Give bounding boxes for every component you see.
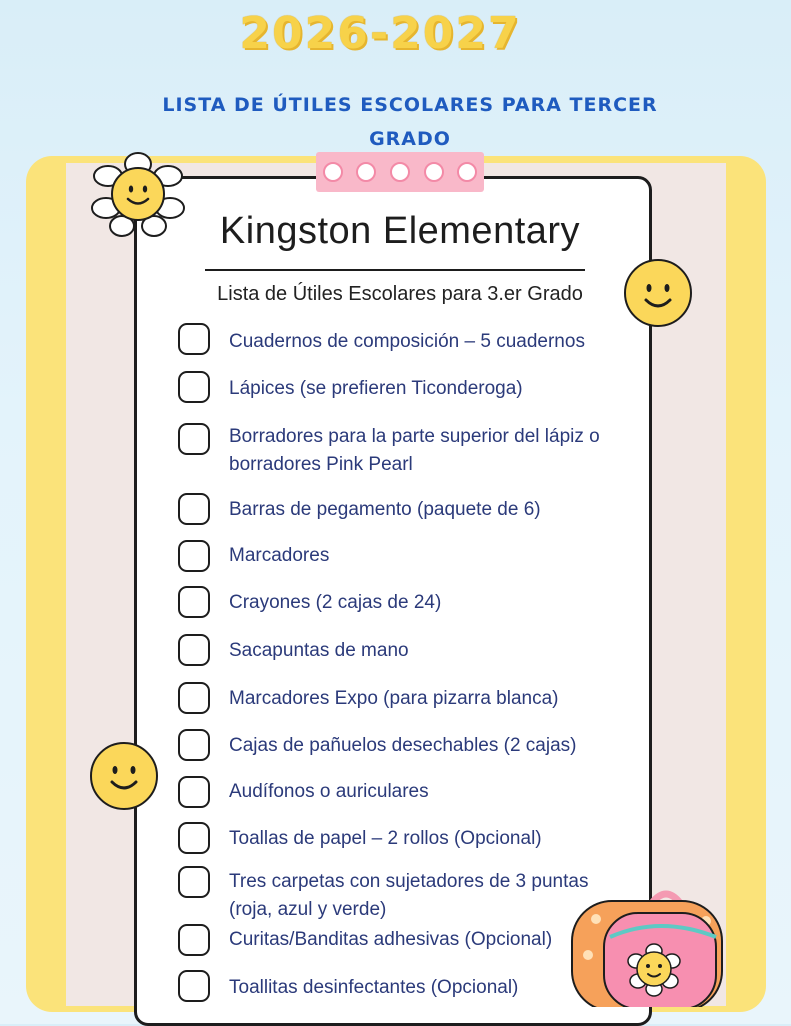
flower-icon	[356, 162, 376, 182]
year-heading: 2026-2027	[239, 8, 521, 59]
checkbox[interactable]	[178, 822, 210, 854]
checkbox[interactable]	[178, 323, 210, 355]
item-label: Barras de pegamento (paquete de 6)	[229, 499, 541, 520]
item-label: Marcadores Expo (para pizarra blanca)	[229, 688, 559, 709]
checkbox[interactable]	[178, 776, 210, 808]
item-label: Cajas de pañuelos desechables (2 cajas)	[229, 735, 577, 756]
item-label: Sacapuntas de mano	[229, 640, 409, 661]
item-label: Audífonos o auriculares	[229, 781, 429, 802]
item-label: Lápices (se prefieren Ticonderoga)	[229, 378, 523, 399]
item-label: Tres carpetas con sujetadores de 3 puntas (roja, azul y verde)	[229, 871, 589, 920]
title-divider	[205, 269, 585, 271]
checkbox[interactable]	[178, 634, 210, 666]
backpack-icon	[566, 885, 726, 1007]
washi-tape	[316, 152, 484, 192]
list-title: Lista de Útiles Escolares para 3.er Grado	[217, 283, 583, 305]
checkbox[interactable]	[178, 423, 210, 455]
checkbox[interactable]	[178, 540, 210, 572]
item-label: Cuadernos de composición – 5 cuadernos	[229, 331, 585, 352]
item-label: Curitas/Banditas adhesivas (Opcional)	[229, 929, 553, 950]
item-label: Marcadores	[229, 545, 330, 566]
item-label: Borradores para la parte superior del lápiz o borradores Pink Pearl	[229, 426, 600, 475]
flower-icon	[390, 162, 410, 182]
item-label: Toallitas desinfectantes (Opcional)	[229, 977, 519, 998]
flower-icon	[424, 162, 444, 182]
checkbox[interactable]	[178, 586, 210, 618]
checkbox[interactable]	[178, 682, 210, 714]
item-label: Toallas de papel – 2 rollos (Opcional)	[229, 828, 542, 849]
page-subtitle: LISTA DE ÚTILES ESCOLARES PARA TERCER GRADO	[162, 94, 658, 150]
item-label: Crayones (2 cajas de 24)	[229, 592, 442, 613]
checkbox[interactable]	[178, 729, 210, 761]
flower-icon	[323, 162, 343, 182]
checkbox[interactable]	[178, 493, 210, 525]
flower-icon	[457, 162, 477, 182]
school-name: Kingston Elementary	[219, 210, 581, 252]
smiley-icon	[86, 740, 164, 812]
checkbox[interactable]	[178, 866, 210, 898]
checkbox[interactable]	[178, 970, 210, 1002]
checkbox[interactable]	[178, 924, 210, 956]
checkbox[interactable]	[178, 371, 210, 403]
